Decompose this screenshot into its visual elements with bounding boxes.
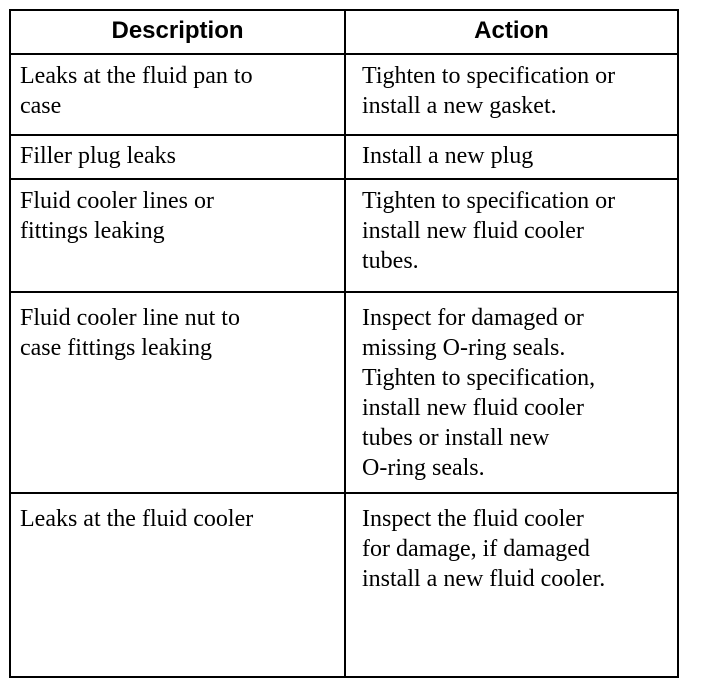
table-row: [11, 136, 677, 180]
description-cell: Filler plug leaks: [11, 136, 346, 178]
action-column-header: Action: [474, 17, 549, 44]
action-cell: Tighten to specification or install new fluid cooler tubes.: [362, 188, 616, 274]
table-row: [11, 494, 677, 676]
action-cell: Tighten to specification or install a new gasket.: [362, 63, 616, 119]
description-cell: Fluid cooler line nut to case fittings leaking: [11, 293, 346, 492]
description-cell: Fluid cooler lines or fittings leaking: [11, 180, 346, 291]
table-header-row: [11, 11, 677, 55]
description-cell: Leaks at the fluid cooler: [11, 494, 346, 676]
table-row: [11, 55, 677, 136]
table-row: [11, 180, 677, 293]
action-cell: Inspect the fluid cooler for damage, if damaged install a new fluid cooler.: [362, 506, 606, 592]
troubleshooting-table: [9, 9, 679, 678]
description-cell: Leaks at the fluid pan to case: [11, 55, 346, 134]
action-cell: Install a new plug: [362, 143, 534, 169]
table-row: [11, 293, 677, 494]
action-cell: Inspect for damaged or missing O-ring seals. Tighten to specification, install new fluid cooler tubes or install new O-ring seals.: [362, 305, 596, 481]
description-column-header: Description: [11, 11, 346, 53]
